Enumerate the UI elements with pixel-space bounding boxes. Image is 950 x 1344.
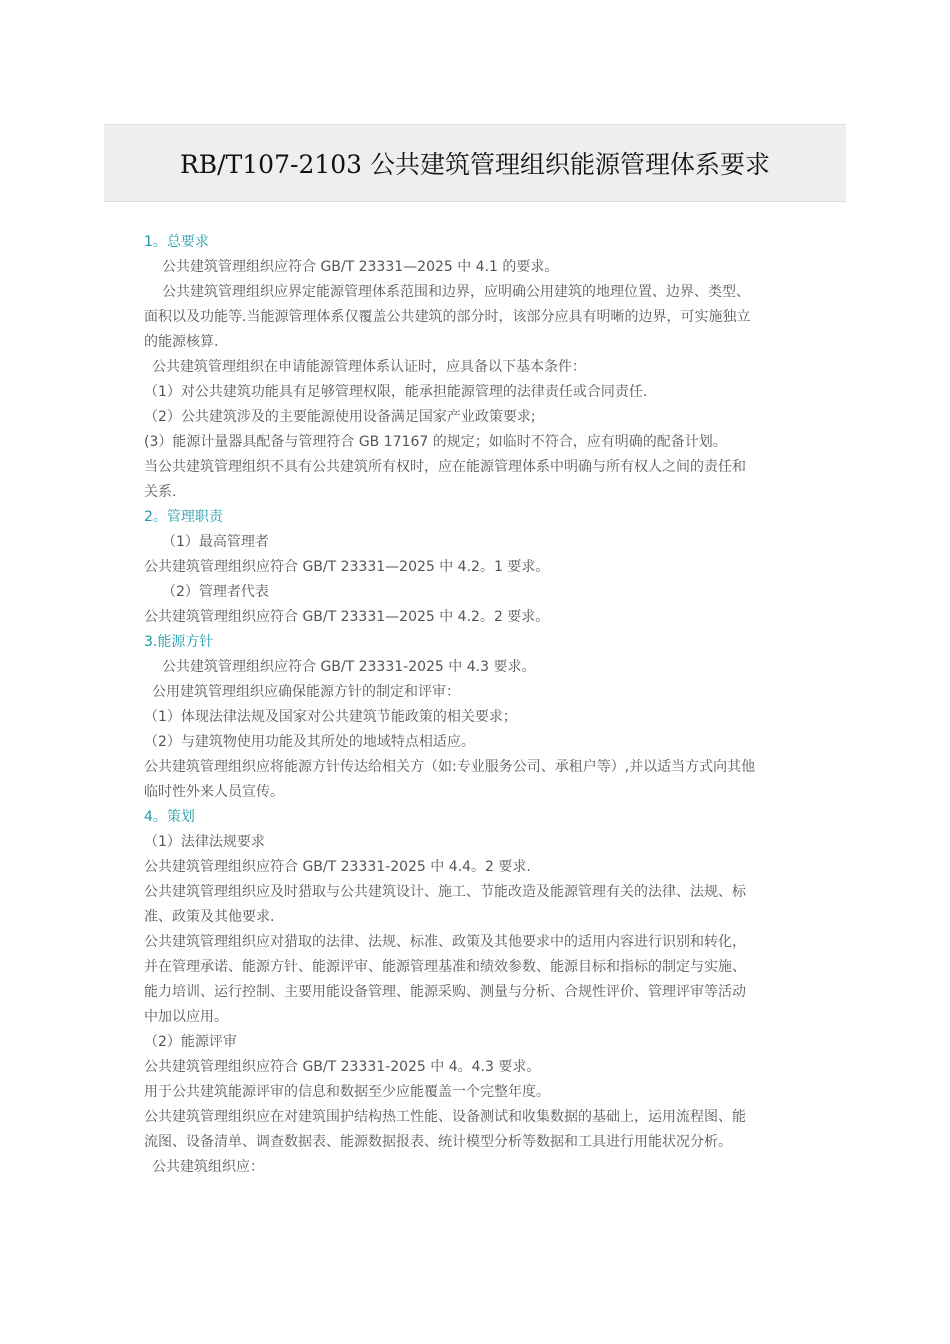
paragraph-line: （2）与建筑物使用功能及其所处的地域特点相适应。 bbox=[144, 734, 475, 750]
paragraph-line: 公共建筑管理组织应在对建筑围护结构热工性能、设备测试和收集数据的基础上，运用流程图、能 bbox=[144, 1109, 746, 1125]
paragraph-line: 公共建筑管理组织应符合 GB/T 23331-2025 中 4。4.3 要求。 bbox=[144, 1059, 541, 1075]
document-body bbox=[144, 230, 809, 1180]
section-heading: 1。总要求 bbox=[144, 234, 209, 250]
paragraph-line: 能力培训、运行控制、主要用能设备管理、能源采购、测量与分析、合规性评价、管理评审等活动 bbox=[144, 984, 746, 1000]
title-banner bbox=[104, 124, 846, 202]
paragraph-line: 临时性外来人员宣传。 bbox=[144, 784, 284, 800]
paragraph-line: 公共建筑管理组织应符合 GB/T 23331—2025 中 4.2。2 要求。 bbox=[144, 609, 550, 625]
paragraph-line: 关系. bbox=[144, 484, 177, 500]
paragraph-line: （1）最高管理者 bbox=[162, 534, 269, 550]
paragraph-line: 公共建筑管理组织在申请能源管理体系认证时，应具备以下基本条件： bbox=[152, 359, 586, 375]
paragraph-line: 中加以应用。 bbox=[144, 1009, 228, 1025]
paragraph-line: 公共建筑组织应： bbox=[152, 1159, 264, 1175]
section-heading: 2。管理职责 bbox=[144, 509, 223, 525]
paragraph-line: 公共建筑管理组织应符合 GB/T 23331—2025 中 4.2。1 要求。 bbox=[144, 559, 550, 575]
paragraph-line: 公共建筑管理组织应界定能源管理体系范围和边界，应明确公用建筑的地理位置、边界、类型、 bbox=[162, 284, 750, 300]
paragraph-line: （1）法律法规要求 bbox=[144, 834, 265, 850]
paragraph-line: （2）管理者代表 bbox=[162, 584, 269, 600]
paragraph-line: （2）能源评审 bbox=[144, 1034, 237, 1050]
paragraph-line: 公共建筑管理组织应符合 GB/T 23331-2025 中 4.4。2 要求. bbox=[144, 859, 531, 875]
paragraph-line: 准、政策及其他要求. bbox=[144, 909, 275, 925]
paragraph-line: 公共建筑管理组织应对猎取的法律、法规、标准、政策及其他要求中的适用内容进行识别和转化， bbox=[144, 934, 746, 950]
paragraph-line: （1）体现法律法规及国家对公共建筑节能政策的相关要求； bbox=[144, 709, 517, 725]
paragraph-line: （1）对公共建筑功能具有足够管理权限，能承担能源管理的法律责任或合同责任. bbox=[144, 384, 648, 400]
paragraph-line: （2）公共建筑涉及的主要能源使用设备满足国家产业政策要求; bbox=[144, 409, 536, 425]
paragraph-line: 面积以及功能等.当能源管理体系仅覆盖公共建筑的部分时，该部分应具有明晰的边界，可实施独立 bbox=[144, 309, 751, 325]
document-title: RB/T107-2103 公共建筑管理组织能源管理体系要求 bbox=[179, 150, 771, 179]
paragraph-line: 公共建筑管理组织应符合 GB/T 23331-2025 中 4.3 要求。 bbox=[162, 659, 536, 675]
section-heading: 3.能源方针 bbox=[144, 634, 214, 650]
paragraph-line: 用于公共建筑能源评审的信息和数据至少应能覆盖一个完整年度。 bbox=[144, 1084, 550, 1100]
paragraph-line: 的能源核算. bbox=[144, 334, 219, 350]
paragraph-line: 公共建筑管理组织应符合 GB/T 23331—2025 中 4.1 的要求。 bbox=[162, 259, 559, 275]
paragraph-line: 公共建筑管理组织应将能源方针传达给相关方（如:专业服务公司、承租户等）,并以适当方式向其他 bbox=[144, 759, 756, 775]
paragraph-line: 当公共建筑管理组织不具有公共建筑所有权时，应在能源管理体系中明确与所有权人之间的责任和 bbox=[144, 459, 746, 475]
paragraph-line: 流图、设备清单、调查数据表、能源数据报表、统计模型分析等数据和工具进行用能状况分析。 bbox=[144, 1134, 732, 1150]
section-heading: 4。策划 bbox=[144, 809, 195, 825]
paragraph-line: (3）能源计量器具配备与管理符合 GB 17167 的规定；如临时不符合，应有明确的配备计划。 bbox=[144, 434, 727, 450]
paragraph-line: 并在管理承诺、能源方针、能源评审、能源管理基准和绩效参数、能源目标和指标的制定与实施、 bbox=[144, 959, 746, 975]
paragraph-line: 公共建筑管理组织应及时猎取与公共建筑设计、施工、节能改造及能源管理有关的法律、法规、标 bbox=[144, 884, 746, 900]
paragraph-line: 公用建筑管理组织应确保能源方针的制定和评审： bbox=[152, 684, 460, 700]
